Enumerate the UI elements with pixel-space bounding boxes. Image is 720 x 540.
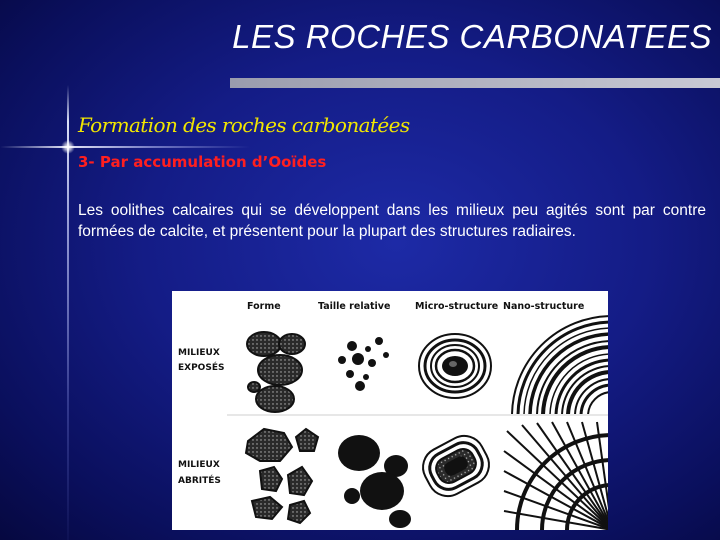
column-header-nano: Nano-structure [503, 301, 585, 312]
title-underline-bar [230, 78, 720, 88]
taille-exposed-dots [338, 337, 389, 391]
row-label-abrites-line2: ABRITÉS [178, 476, 221, 486]
taille-sheltered-blobs [338, 435, 411, 528]
forme-sheltered-grains [246, 429, 318, 523]
column-header-forme: Forme [247, 301, 281, 312]
micro-exposed-ooid [419, 334, 491, 398]
nano-sheltered-radial [502, 421, 608, 530]
row-label-abrites-line1: MILIEUX [178, 460, 220, 470]
row-label-exposes-line2: EXPOSÉS [178, 363, 225, 373]
column-header-micro: Micro-structure [415, 301, 499, 312]
sparkle-icon [61, 140, 75, 154]
slide-title: LES ROCHES CARBONATEES [232, 18, 712, 55]
forme-exposed-grains [247, 332, 305, 412]
ooid-diagram [172, 291, 608, 530]
body-paragraph: Les oolithes calcaires qui se développent dans les milieux peu agités sont par contre formées de calcite, et présentent pour la plupart des structures radiaires. [78, 202, 706, 240]
micro-sheltered-ooid [416, 429, 496, 503]
section-title: Formation des roches carbonatées [78, 113, 410, 137]
column-header-taille: Taille relative [318, 301, 391, 312]
decorative-horizontal-line [0, 146, 250, 148]
ooid-figure [172, 291, 608, 530]
subtitle: 3- Par accumulation d’Ooïdes [78, 153, 327, 171]
row-label-exposes-line1: MILIEUX [178, 348, 220, 358]
